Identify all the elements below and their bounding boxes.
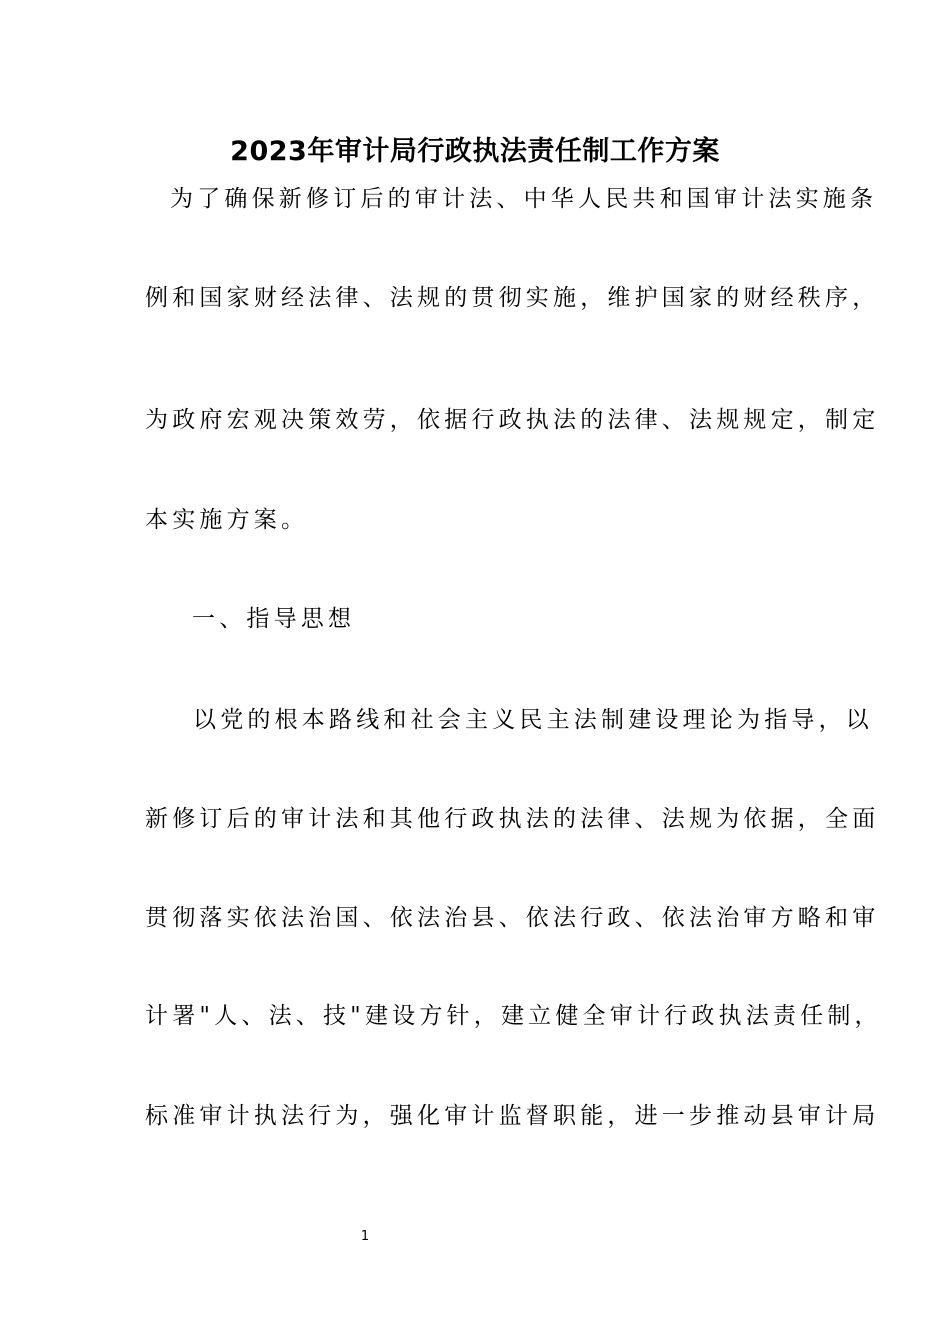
paragraph-line: 计署"人、法、技"建设方针，建立健全审计行政执法责任制， — [145, 1003, 882, 1029]
paragraph-line: 为政府宏观决策效劳，依据行政执法的法律、法规规定，制定 — [145, 407, 880, 433]
paragraph-line: 以党的根本路线和社会主义民主法制建设理论为指导，以 — [193, 707, 873, 733]
paragraph-line: 本实施方案。 — [145, 507, 309, 533]
paragraph-line: 新修订后的审计法和其他行政执法的法律、法规为依据，全面 — [145, 806, 880, 832]
section-heading: 一、指导思想 — [192, 606, 356, 632]
paragraph-line: 为了确保新修订后的审计法、中华人民共和国审计法实施条 — [170, 186, 878, 212]
paragraph-line: 标准审计执法行为，强化审计监督职能，进一步推动县审计局 — [145, 1103, 880, 1129]
paragraph-line: 例和国家财经法律、法规的贯彻实施，维护国家的财经秩序， — [145, 285, 880, 311]
page-number: 1 — [360, 1229, 370, 1244]
document-title: 2023年审计局行政执法责任制工作方案 — [230, 136, 720, 167]
paragraph-line: 贯彻落实依法治国、依法治县、依法行政、依法治审方略和审 — [145, 905, 880, 931]
